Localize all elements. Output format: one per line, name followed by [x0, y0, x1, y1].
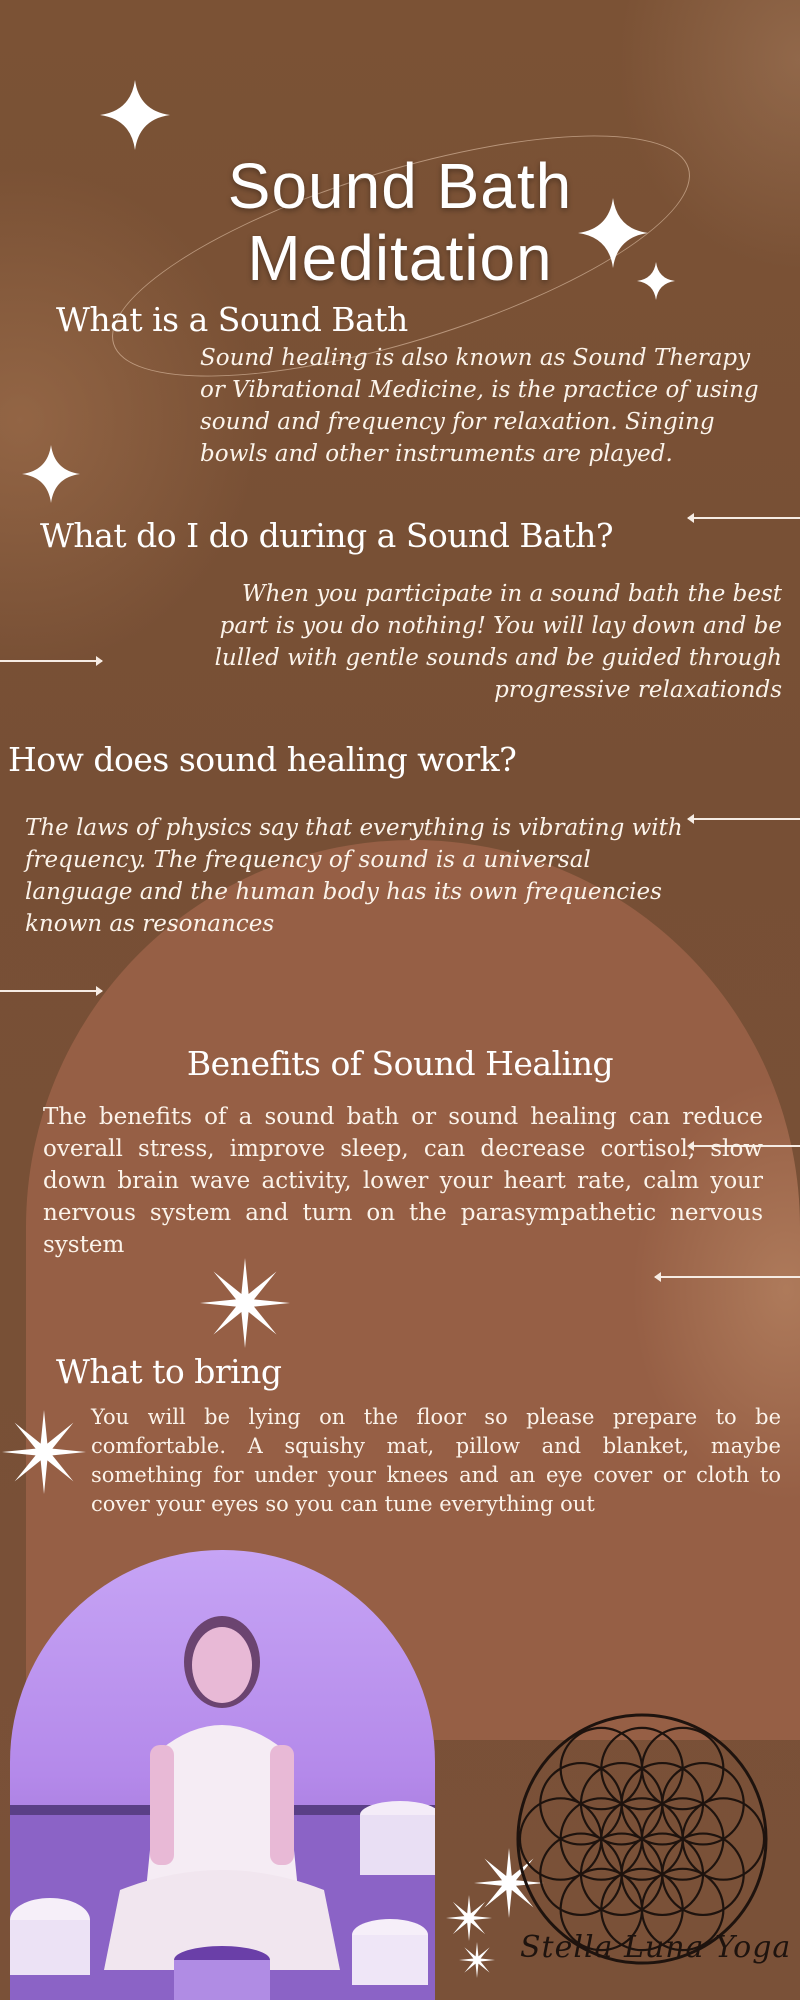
- section-heading-what-to-bring: What to bring: [56, 1352, 282, 1391]
- sparkle-star-icon: [459, 1942, 495, 1978]
- sparkle-star-icon: [200, 1258, 290, 1348]
- instructor-photo: [10, 1550, 435, 2000]
- section-body-benefits: The benefits of a sound bath or sound healing can reduce overall stress, improve sleep, can decrease cortisol, slow down brain wave activity, lower your heart rate, calm your nervous system and turn on the parasympathetic nervous system: [43, 1104, 763, 1258]
- title-line-1: Sound Bath: [227, 150, 573, 222]
- section-body-how-it-works: The laws of physics say that everything is vibrating with frequency. The frequency of sound is a universal language and the human body has its own frequencies known as resonances: [25, 815, 683, 937]
- title-line-2: Meditation: [247, 222, 553, 294]
- sparkle-star-icon: [22, 445, 80, 503]
- sparkle-star-icon: [446, 1895, 492, 1941]
- arrow-icon: [655, 1276, 800, 1278]
- section-body-what-do-i-do: When you participate in a sound bath the best part is you do nothing! You will lay down and be lulled with gentle sounds and be guided through progressive relaxationds: [214, 581, 782, 703]
- arrow-icon: [0, 990, 102, 992]
- section-heading-benefits: Benefits of Sound Healing: [186, 1044, 614, 1083]
- section-heading-what-do-i-do: What do I do during a Sound Bath?: [40, 516, 614, 555]
- arrow-icon: [688, 517, 800, 519]
- instructor-illustration: [10, 1550, 435, 2000]
- arrow-icon: [0, 660, 102, 662]
- sparkle-star-icon: [2, 1410, 86, 1494]
- section-heading-what-is: What is a Sound Bath: [56, 300, 408, 339]
- section-body-what-to-bring: You will be lying on the floor so please prepare to be comfortable. A squishy mat, pillow and blanket, maybe something for under your knees and an eye cover or cloth to cover your eyes so you can tune everything out: [91, 1405, 781, 1516]
- brand-name: Stella Luna Yoga: [520, 1930, 792, 1965]
- section-heading-how-it-works: How does sound healing work?: [8, 740, 517, 779]
- section-body-what-is: Sound healing is also known as Sound Therapy or Vibrational Medicine, is the practice of using sound and frequency for relaxation. Singing bowls and other instruments are played.: [200, 345, 759, 467]
- page-title: [0, 150, 800, 294]
- arrow-icon: [688, 818, 800, 820]
- sparkle-star-icon: [100, 80, 170, 150]
